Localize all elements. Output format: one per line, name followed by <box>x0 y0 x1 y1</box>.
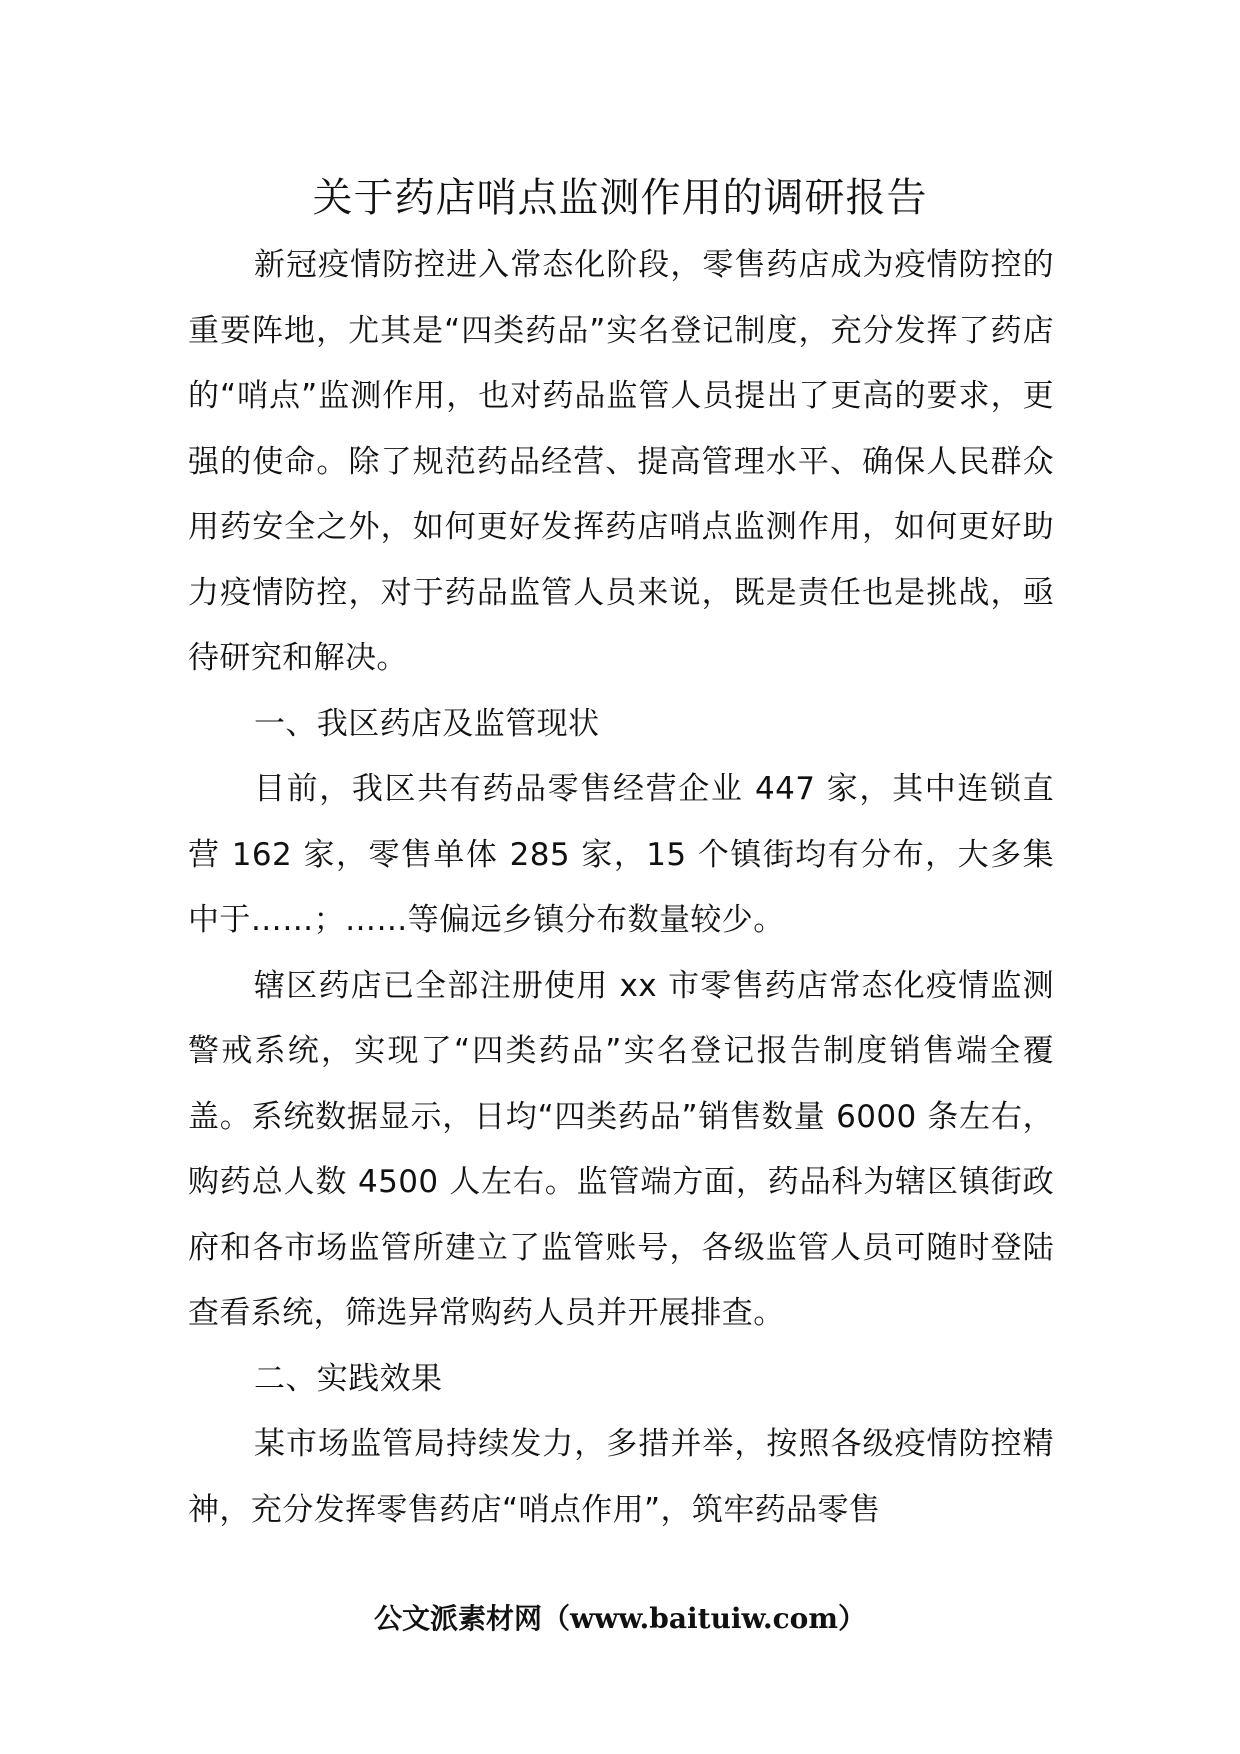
paragraph-intro: 新冠疫情防控进入常态化阶段，零售药店成为疫情防控的重要阵地，尤其是“四类药品”实名登记制度，充分发挥了药店的“哨点”监测作用，也对药品监管人员提出了更高的要求，更强的使命。除了规范药品经营、提高管理水平、确保人民群众用药安全之外，如何更好发挥药店哨点监测作用，如何更好助力疫情防控，对于药品监管人员来说，既是责任也是挑战，亟待研究和解决。 <box>188 247 1054 676</box>
paragraph-practice-effect: 某市场监管局持续发力，多措并举，按照各级疫情防控精神，充分发挥零售药店“哨点作用”，筑牢药品零售 <box>188 1426 1054 1528</box>
section-heading-2: 二、实践效果 <box>254 1360 443 1397</box>
footer-watermark: 公文派素材网（www.baituiw.com） <box>374 1602 866 1635</box>
document-body <box>188 233 1054 1543</box>
paragraph-current-count: 目前，我区共有药品零售经营企业 447 家，其中连锁直营 162 家，零售单体 285 家，15 个镇街均有分布，大多集中于……；……等偏远乡镇分布数量较少。 <box>188 771 1054 938</box>
document-title: 关于药店哨点监测作用的调研报告 <box>312 175 928 221</box>
section-heading-1: 一、我区药店及监管现状 <box>254 705 600 742</box>
paragraph-monitoring-system: 辖区药店已全部注册使用 xx 市零售药店常态化疫情监测警戒系统，实现了“四类药品”实名登记报告制度销售端全覆盖。系统数据显示，日均“四类药品”销售数量 6000 条左右，购药总人数 4500 人左右。监管端方面，药品科为辖区镇街政府和各市场监管所建立了监管账号，各级监管人员可随时登陆查看系统，筛选异常购药人员并开展排查。 <box>188 967 1054 1331</box>
